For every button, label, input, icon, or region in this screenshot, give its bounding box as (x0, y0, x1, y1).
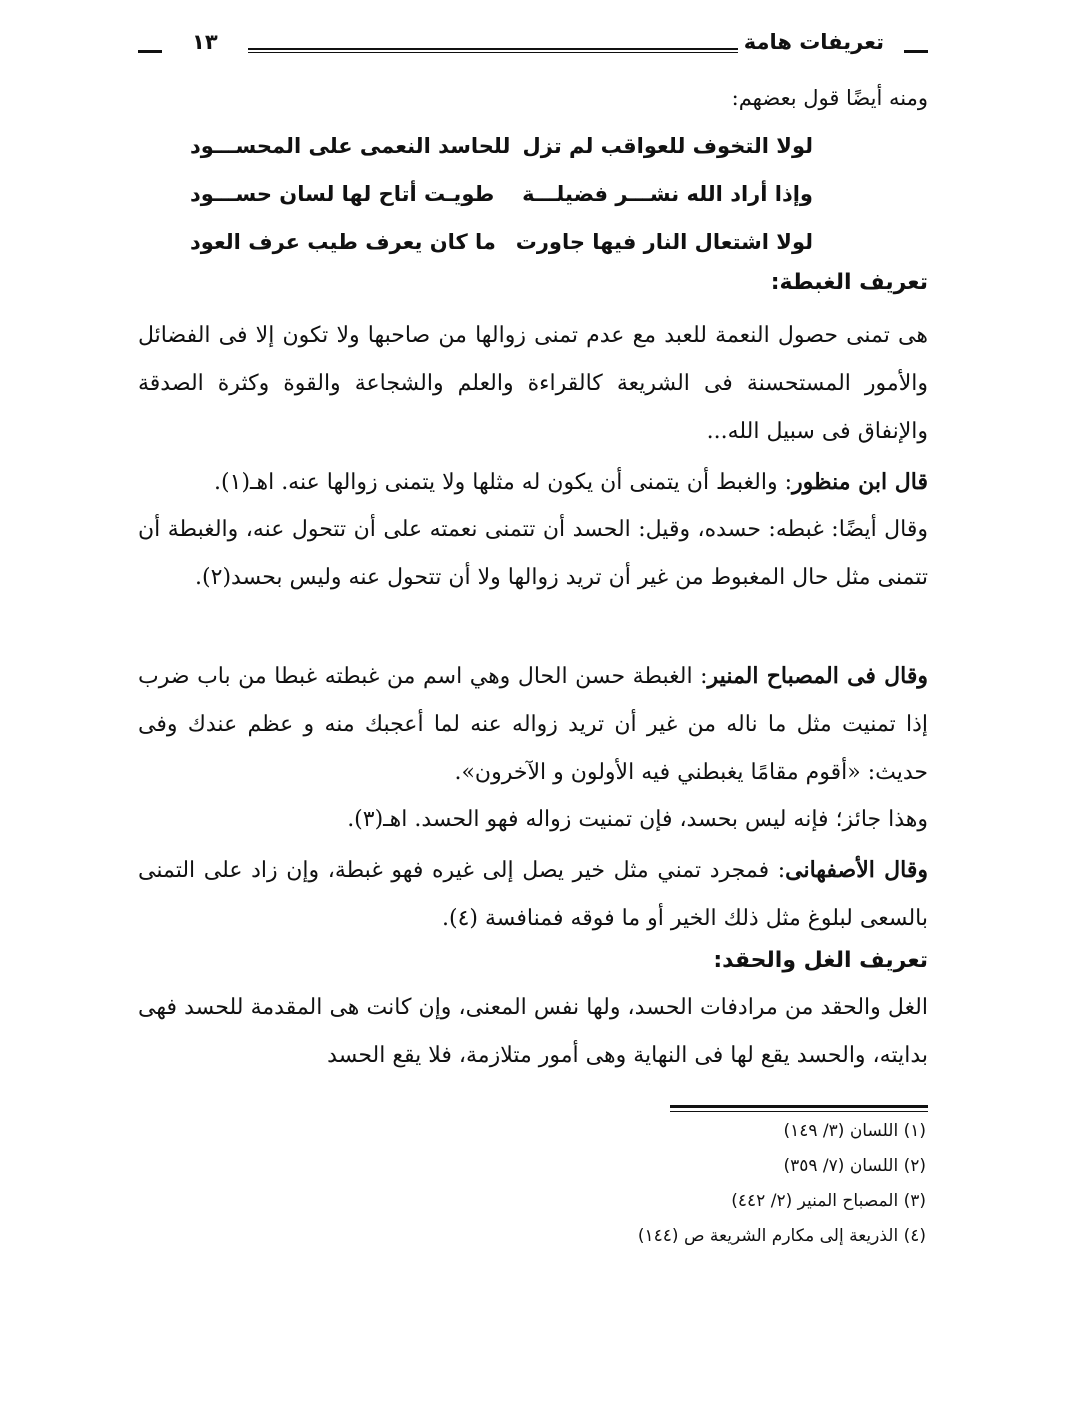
verse-second-hemistich: للحاسد النعمى على المحســـود (190, 134, 511, 158)
section-heading-ghibta: تعريف الغبطة: (770, 270, 928, 295)
section-heading-ghill: تعريف الغل والحقد: (713, 948, 928, 973)
footnote-item: (٤) الذريعة إلى مكارم الشريعة ص (١٤٤) (637, 1226, 926, 1246)
verse-second-hemistich: ما كان يعرف طيب عرف العود (190, 230, 496, 254)
ibn-manzur-quote (138, 458, 928, 507)
footnote-item: (٢) اللسان (٧/ ٣٥٩) (783, 1156, 926, 1176)
verse-first-hemistich: لولا اشتعال النار فيها جاورت (515, 230, 813, 254)
page-number: ١٣ (192, 30, 218, 54)
footnote-rule (670, 1105, 928, 1108)
verse-second-hemistich: طويـت أتاح لها لسان حســـود (190, 182, 495, 206)
quote-text: : والغبط أن يتمنى أن يكون له مثلها ولا يتمنى زوالها عنه. اهـ(١). (214, 470, 793, 495)
ghill-definition: الغل والحقد من مرادفات الحسد، ولها نفس المعنى، وإن كانت هى المقدمة للحسد فهى بدايته، والحسد يقع لها فى النهاية وهى أمور متلازمة، فلا يقع الحسد (138, 995, 928, 1068)
poem-verse (190, 230, 813, 274)
misbah-quote-cont: وهذا جائز؛ فإنه ليس بحسد، فإن تمنيت زواله فهو الحسد. اهـ(٣). (347, 807, 928, 832)
header-dash-left (138, 50, 162, 53)
asfahani-quote (138, 846, 928, 943)
verse-first-hemistich: وإذا أراد الله نشـــر فضيلـــة (522, 182, 813, 206)
quote-text: : الغبطة حسن الحال وهي اسم من غبطته غبطا من باب ضرب إذا تمنيت مثل ما ناله من غير أن تريد زواله عنه لما أعجبك منه و عظم عندك وفى حديث: «أقوم مقامًا يغبطني فيه الأولون و الآخرون». (138, 664, 928, 785)
header-dash-right (904, 50, 928, 53)
quote-lead: وقال الأصفهانى (785, 857, 928, 883)
poem-verse (190, 182, 813, 226)
footnote-rule-thin (670, 1111, 928, 1112)
header-rule (248, 48, 738, 53)
header-title: تعريفات هامة (743, 30, 884, 54)
poem-verse (190, 134, 813, 178)
ghibta-definition: هى تمنى حصول النعمة للعبد مع عدم تمنى زوالها من صاحبها ولا تكون إلا فى الفضائل والأمور المستحسنة فى الشريعة كالقراءة والعلم والشجاعة والقوة وكثرة الصدقة والإنفاق فى سبيل الله... (138, 323, 928, 444)
intro-line: ومنه أيضًا قول بعضهم: (731, 86, 928, 110)
footnote-item: (١) اللسان (٣/ ١٤٩) (783, 1121, 926, 1141)
quote-lead: وقال فى المصباح المنير (707, 663, 929, 689)
misbah-quote (138, 652, 928, 797)
quote-lead: قال ابن منظور (792, 469, 928, 495)
footnotes (638, 1114, 926, 1254)
verse-first-hemistich: لولا التخوف للعواقب لم تزل (522, 134, 813, 158)
quote-text: : فمجرد تمني مثل خير يصل إلى غيره فهو غبطة، وإن زاد على التمنى بالسعى لبلوغ مثل ذلك الخير أو ما فوقه فمنافسة (٤). (138, 858, 928, 931)
running-header (138, 30, 928, 66)
footnote-item: (٣) المصباح المنير (٢/ ٤٤٢) (731, 1191, 926, 1211)
ibn-manzur-quote-2: وقال أيضًا: غبطه: حسده، وقيل: الحسد أن تتمنى نعمته على أن تتحول عنه، والغبطة أن تتمنى مثل حال المغبوط من غير أن تريد زوالها ولا أن تتحول عنه وليس بحسد(٢). (138, 517, 928, 590)
